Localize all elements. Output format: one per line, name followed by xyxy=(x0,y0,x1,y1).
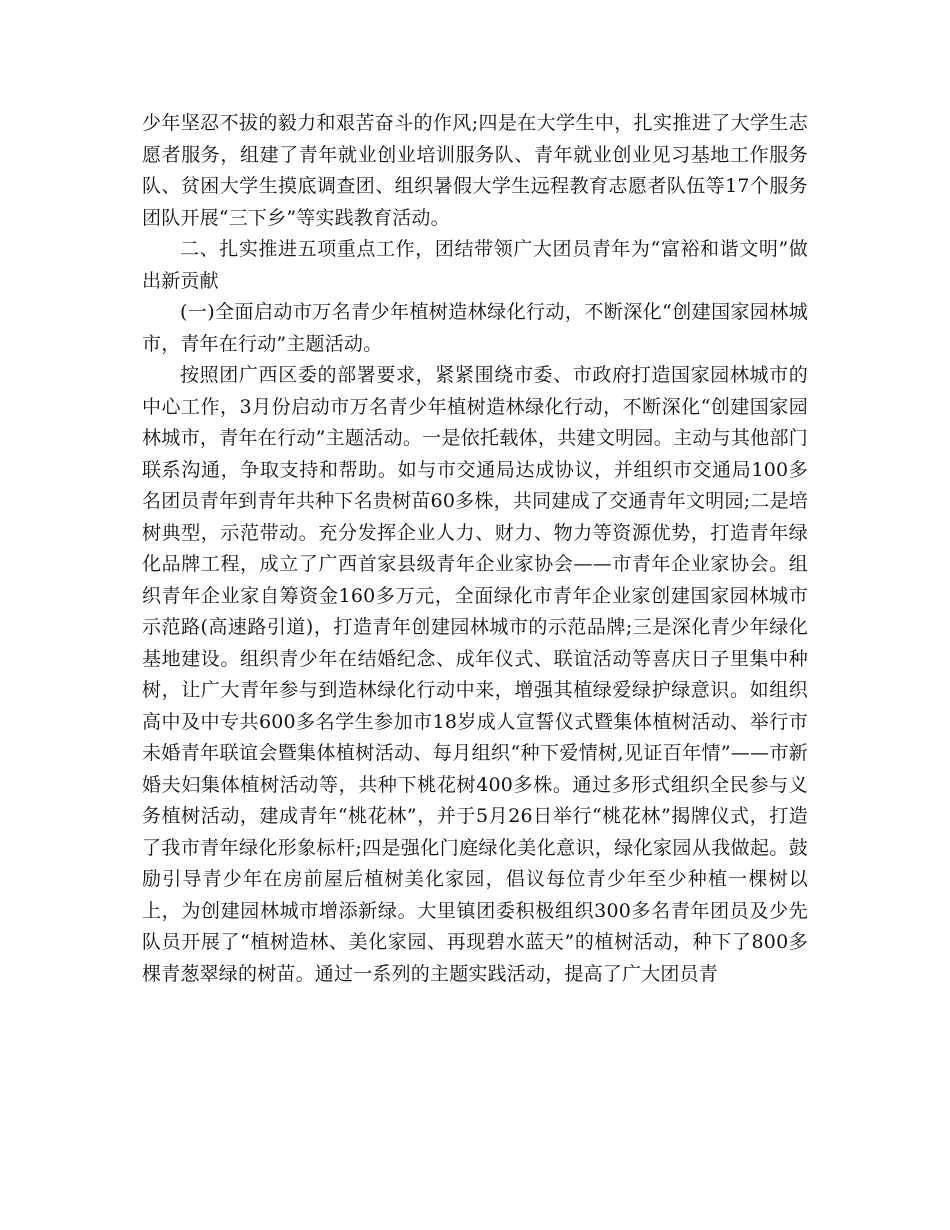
document-body xyxy=(142,108,808,990)
section-heading-five-key-tasks: 二、扎实推进五项重点工作，团结带领广大团员青年为“富裕和谐文明”做出新贡献 xyxy=(142,238,808,292)
paragraph-volunteer-service: 少年坚忍不拔的毅力和艰苦奋斗的作风;四是在大学生中，扎实推进了大学生志愿者服务，组建了青年就业创业培训服务队、青年就业创业见习基地工作服务队、贫困大学生摸底调查团、组织暑假大学生远程教育志愿者队伍等17个服务团队开展“三下乡”等实践教育活动。 xyxy=(142,112,808,229)
subsection-heading-tree-planting: (一)全面启动市万名青少年植树造林绿化行动，不断深化“创建国家园林城市，青年在行动”主题活动。 xyxy=(142,301,808,355)
paragraph-tree-planting-details: 按照团广西区委的部署要求，紧紧围绕市委、市政府打造国家园林城市的中心工作，3月份启动市万名青少年植树造林绿化行动，不断深化“创建国家园林城市，青年在行动”主题活动。一是依托载体，共建文明园。主动与其他部门联系沟通，争取支持和帮助。如与市交通局达成协议，并组织市交通局100多名团员青年到青年共种下名贵树苗60多株，共同建成了交通青年文明园;二是培树典型，示范带动。充分发挥企业人力、财力、物力等资源优势，打造青年绿化品牌工程，成立了广西首家县级青年企业家协会——市青年企业家协会。组织青年企业家自筹资金160多万元，全面绿化市青年企业家创建国家园林城市示范路(高速路引道)，打造青年创建园林城市的示范品牌;三是深化青少年绿化基地建设。组织青少年在结婚纪念、成年仪式、联谊活动等喜庆日子里集中种树，让广大青年参与到造林绿化行动中来，增强其植绿爱绿护绿意识。如组织高中及中专共600多名学生参加市18岁成人宣誓仪式暨集体植树活动、举行市未婚青年联谊会暨集体植树活动、每月组织“种下爱情树,见证百年情”——市新婚夫妇集体植树活动等，共种下桃花树400多株。通过多形式组织全民参与义务植树活动，建成青年“桃花林”，并于5月26日举行“桃花林”揭牌仪式，打造了我市青年绿化形象标杆;四是强化门庭绿化美化意识，绿化家园从我做起。鼓励引导青少年在房前屋后植树美化家园，倡议每位青少年至少种植一棵树以上，为创建园林城市增添新绿。大里镇团委积极组织300多名青年团员及少先队员开展了“植树造林、美化家园、再现碧水蓝天”的植树活动，种下了800多棵青葱翠绿的树苗。通过一系列的主题实践活动，提高了广大团员青 xyxy=(142,364,808,985)
